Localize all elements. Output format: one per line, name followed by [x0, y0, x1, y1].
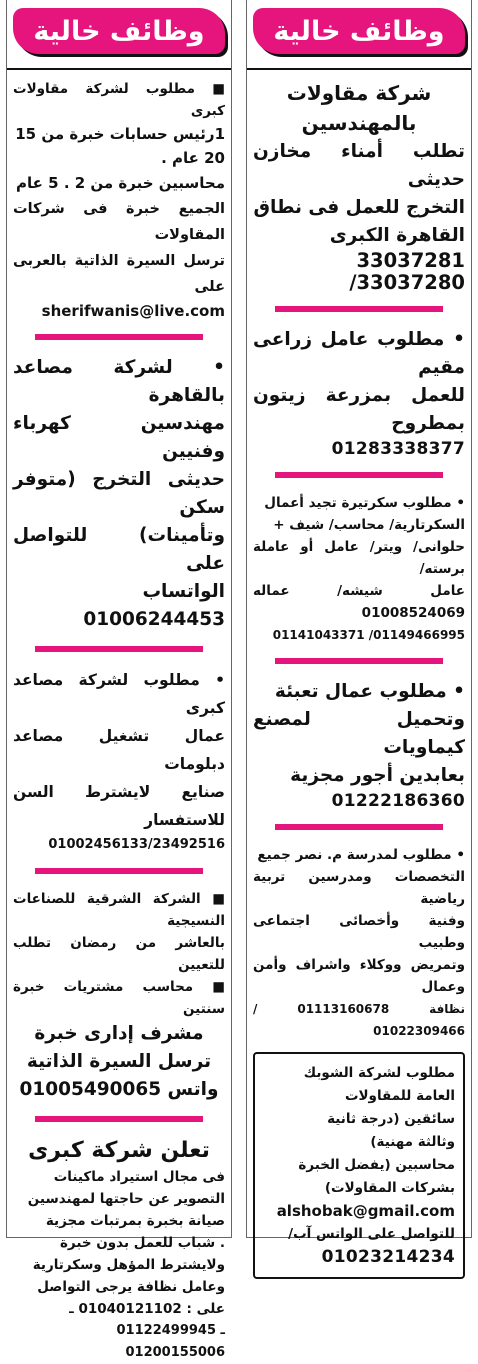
ad-line: العامة للمقاولات: [344, 1088, 455, 1104]
ad-line: بشركات المقاولات): [324, 1180, 455, 1196]
ad-line: القاهرة الكبرى: [329, 225, 465, 246]
header-wrap: [7, 0, 231, 70]
ad-copier-company: [13, 1136, 225, 1364]
ad-line: الواتساب 01006244453: [83, 581, 225, 630]
ad-line: بعابدين أجور مجزية: [290, 765, 465, 786]
ad-line: ■ مطلوب لشركة مقاولات كبرى: [13, 81, 225, 119]
ad-alshobak-boxed: [253, 1052, 465, 1279]
ad-line: السكرتارية/ محاسب/ شيف +: [273, 517, 465, 533]
ad-line: محاسبين (يفضل الخبرة: [298, 1157, 455, 1173]
ad-line: ترسل السيرة الذاتية: [26, 1051, 212, 1072]
ad-line: للعمل بمزرعة زيتون بمطروح: [253, 385, 465, 434]
ad-line: • مطلوب عامل زراعى مقيم: [253, 329, 465, 378]
ad-accounting: [13, 78, 225, 322]
ad-line: • لشركة مصاعد بالقاهرة: [13, 357, 225, 406]
ad-phone: 33037281 /33037280: [349, 249, 465, 294]
ad-line: صيانة بخبرة بمرتبات مجزية: [45, 1213, 225, 1229]
pink-divider: [275, 472, 443, 478]
ad-phone: 01141043371 /01149466995: [272, 628, 465, 642]
ad-line: • مطلوب سكرتيرة تجيد أعمال: [264, 495, 465, 511]
ad-line: فى مجال استيراد ماكينات: [53, 1169, 225, 1185]
ad-line: التخصصات ومدرسين تربية رياضية: [253, 869, 465, 907]
ad-line: ■ الشركة الشرقية للصناعات النسيجية: [13, 891, 225, 929]
ad-contact: للتواصل على الواتس آب/: [288, 1226, 455, 1242]
pink-divider: [275, 824, 443, 830]
ad-phone: 01283338377: [331, 439, 465, 459]
ad-line: الجميع خبرة فى شركات المقاولات: [13, 201, 225, 243]
column-header: وظائف خالية: [13, 8, 225, 54]
ad-packing-workers: [253, 678, 465, 812]
ad-farm-worker: [253, 326, 465, 460]
ad-email: alshobak@gmail.com: [276, 1202, 455, 1220]
ad-school: [253, 844, 465, 1042]
ad-line: وفنية وأخصائى اجتماعى وطبيب: [253, 913, 465, 951]
right-column: [246, 0, 472, 1267]
ad-phone: 01023214234: [321, 1247, 455, 1267]
ad-email: sherifwanis@live.com: [41, 302, 225, 320]
ad-line: سائقين (درجة ثانية: [327, 1111, 455, 1127]
ad-line: محاسبين خبرة من 2 . 5 عام: [16, 174, 225, 192]
ad-phones: 01122499945 ـ 01200155006: [116, 1323, 225, 1360]
ad-phone: 01222186360: [331, 791, 465, 811]
pink-divider: [35, 868, 203, 874]
ad-line: عامل شيشه/ عماله 01008524069: [253, 583, 465, 621]
pink-divider: [35, 1116, 203, 1122]
ad-line: التصوير عن حاجتها لمهندسين: [27, 1191, 225, 1207]
ad-elevator-engineers: [13, 354, 225, 634]
ad-line: • مطلوب عمال تعبئة: [274, 681, 465, 702]
pink-divider: [275, 658, 443, 664]
ad-line: ترسل السيرة الذاتية بالعربى على: [13, 253, 225, 295]
pink-divider: [35, 334, 203, 340]
ad-secretary: [253, 492, 465, 646]
left-column: [6, 0, 232, 1360]
header-wrap: [247, 0, 471, 70]
pink-divider: [275, 306, 443, 312]
ad-line: ولايشترط المؤهل وسكرتارية: [32, 1257, 225, 1273]
ad-title: شركة مقاولات بالمهندسين: [286, 81, 432, 135]
ad-textile-company: [13, 888, 225, 1104]
ad-line: واتس 01005490065: [19, 1079, 219, 1100]
ad-line: مطلوب لشركة الشوبك: [303, 1065, 455, 1081]
ad-line: ■ محاسب مشتريات خبرة سنتين: [13, 979, 225, 1017]
ad-line: عمال تشغيل مصاعد دبلومات: [13, 727, 225, 773]
ad-phone: 01002456133/23492516: [48, 837, 225, 852]
ad-line: وتأمينات) للتواصل على: [13, 525, 225, 574]
ad-construction-company: [253, 78, 465, 294]
ad-title: تعلن شركة كبرى: [28, 1138, 210, 1163]
ad-line: التخرج للعمل فى نطاق: [253, 197, 465, 218]
ad-line: 20 عام .: [161, 149, 225, 167]
ad-line: مشرف إدارى خبرة: [34, 1023, 204, 1044]
ad-line: تطلب أمناء مخازن حديثى: [253, 141, 465, 190]
ad-line: صنايع لايشترط السن للاستفسار: [13, 783, 225, 829]
column-header: وظائف خالية: [253, 8, 465, 54]
ad-line: حديثى التخرج (متوفر سكن: [13, 469, 225, 518]
ad-line: مهندسين كهرباء وفنيين: [13, 413, 225, 462]
ad-line: حلوانى/ ويتر/ عامل أو عاملة برسته/: [253, 539, 465, 577]
ad-line: 1رئيس حسابات خبرة من 15: [15, 125, 225, 143]
ad-line: • مطلوب لشركة مصاعد كبرى: [13, 671, 225, 717]
ad-line: نظافة 01113160678 / 01022309466: [253, 1002, 465, 1038]
ad-line: بالعاشر من رمضان تطلب للتعيين: [13, 935, 225, 973]
ad-line: وثالثة مهنية): [370, 1134, 455, 1150]
ad-line: . شباب للعمل بدون خبرة: [59, 1235, 225, 1251]
ad-line: على : 01040121102 ـ: [69, 1301, 225, 1317]
ad-line: • مطلوب لمدرسة م. نصر جميع: [257, 847, 465, 863]
pink-divider: [35, 646, 203, 652]
ad-line: وتمريض ووكلاء واشراف وأمن وعمال: [253, 957, 465, 995]
ad-elevator-operators: [13, 666, 225, 856]
ad-line: وعامل نظافة يرجى التواصل: [37, 1279, 225, 1295]
ad-line: وتحميل لمصنع كيماويات: [253, 709, 465, 758]
